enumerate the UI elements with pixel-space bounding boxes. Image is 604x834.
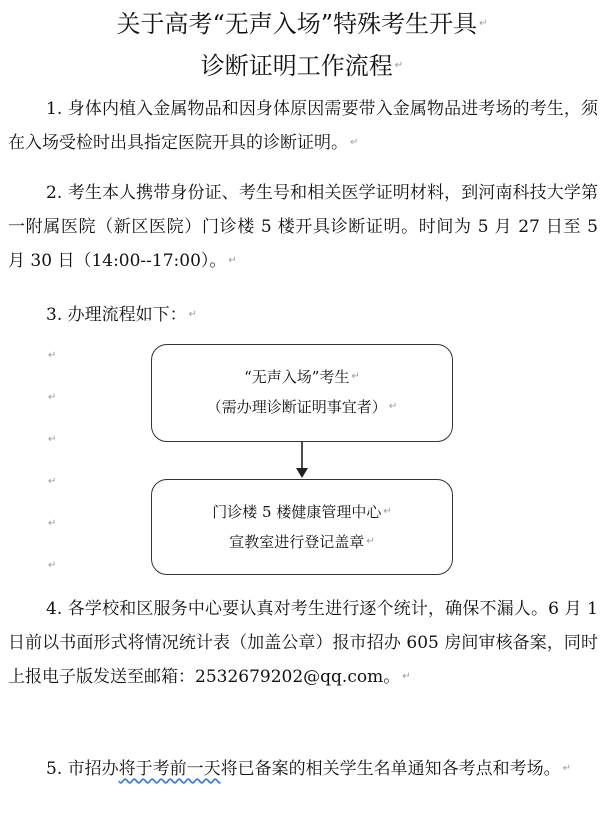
document-title-line-1 <box>0 10 604 38</box>
title-line-2-text: 诊断证明工作流程 <box>200 52 393 80</box>
paragraph-mark-icon: ↵ <box>562 763 572 774</box>
paragraph-mark-icon: ↵ <box>402 671 411 682</box>
title-line-1-text: 关于高考“无声入场”特殊考生开具 <box>116 10 478 38</box>
empty-paragraph-mark-icon: ↵ <box>48 560 57 571</box>
paragraph-mark-icon: ↵ <box>350 137 359 148</box>
down-arrow-icon <box>290 440 314 480</box>
item-4-paragraph <box>8 592 598 694</box>
item-5-paragraph <box>8 752 598 786</box>
item-4-text: 4. 各学校和区服务中心要认真对考生进行逐个统计，确保不漏人。6 月 1 日前以书面形式将情况统计表（加盖公章）报市招办 605 房间审核备案，同时上报电子版发送至邮箱：2532679202@qq.com。 <box>8 599 598 687</box>
paragraph-mark-icon: ↵ <box>394 60 404 71</box>
empty-paragraph-mark-icon: ↵ <box>48 518 57 529</box>
item-5-text-start: 5. 市招办 <box>46 759 119 779</box>
item-1-paragraph <box>8 92 598 160</box>
paragraph-mark-icon: ↵ <box>479 18 488 29</box>
step-1-line-1 <box>152 362 452 392</box>
grammar-check-underline: 将于考前一天 <box>118 759 221 779</box>
flowchart-step-1-box <box>151 344 453 442</box>
paragraph-mark-icon: ↵ <box>228 255 237 266</box>
empty-paragraph-mark-icon: ↵ <box>48 350 57 361</box>
paragraph-mark-icon: ↵ <box>366 536 375 547</box>
paragraph-mark-icon: ↵ <box>351 371 360 382</box>
step-1-line-1-text: “无声入场”考生 <box>244 368 350 386</box>
flowchart-step-2-box <box>151 479 453 575</box>
empty-paragraph-mark-icon: ↵ <box>48 476 57 487</box>
document-title-line-2 <box>0 52 604 80</box>
step-2-line-2 <box>152 527 452 557</box>
item-1-text: 1. 身体内植入金属物品和因身体原因需要带入金属物品进考场的考生，须在入场受检时出具指定医院开具的诊断证明。 <box>8 99 598 153</box>
paragraph-mark-icon: ↵ <box>388 401 398 412</box>
item-3-paragraph <box>8 298 598 332</box>
item-5-text-end: 将已备案的相关学生名单通知各考点和考场。 <box>220 759 561 779</box>
paragraph-mark-icon: ↵ <box>383 506 392 517</box>
item-2-paragraph <box>8 176 598 278</box>
empty-paragraph-mark-icon: ↵ <box>48 392 57 403</box>
step-1-line-2-text: （需办理诊断证明事宜者） <box>206 398 387 416</box>
step-2-line-1-text: 门诊楼 5 楼健康管理中心 <box>212 503 382 521</box>
empty-paragraph-mark-icon: ↵ <box>48 434 57 445</box>
paragraph-mark-icon: ↵ <box>188 309 198 320</box>
step-2-line-1 <box>152 497 452 527</box>
item-2-text: 2. 考生本人携带身份证、考生号和相关医学证明材料，到河南科技大学第一附属医院（新区医院）门诊楼 5 楼开具诊断证明。时间为 5 月 27 日至 5 月 30 日（14:00--17:00）。 <box>8 183 598 271</box>
step-2-line-2-text: 宣教室进行登记盖章 <box>229 533 365 551</box>
step-1-line-2 <box>152 392 452 422</box>
item-3-text: 3. 办理流程如下： <box>46 305 187 325</box>
